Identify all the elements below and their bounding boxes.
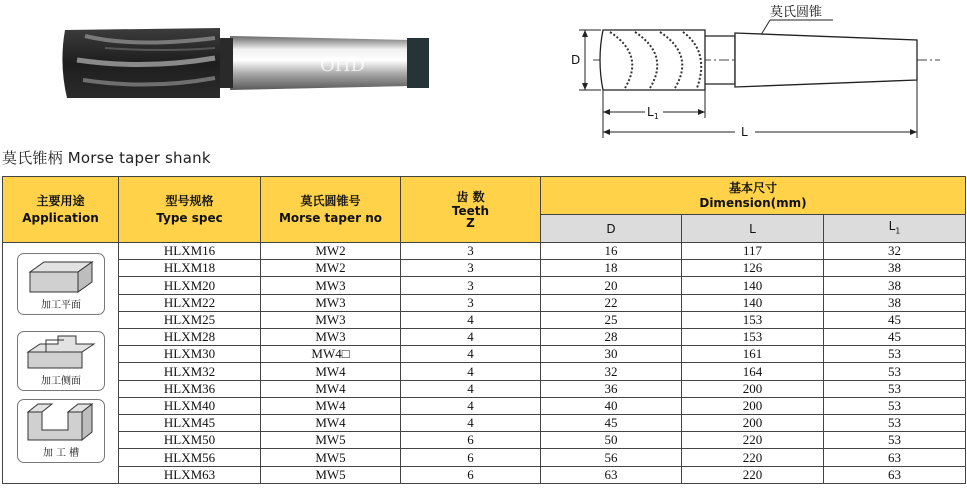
type-spec-cell: HLXM16 xyxy=(119,243,261,260)
morse-taper-cell: MW5 xyxy=(261,466,401,483)
diameter-cell: 22 xyxy=(541,294,682,311)
flute-length-cell: 32 xyxy=(824,243,966,260)
length-cell: 220 xyxy=(682,449,824,466)
morse-taper-cell: MW3 xyxy=(261,311,401,328)
header-dimension: 基本尺寸 Dimension(mm) xyxy=(541,177,966,215)
length-cell: 220 xyxy=(682,432,824,449)
length-cell: 153 xyxy=(682,329,824,346)
teeth-cell: 4 xyxy=(401,311,541,328)
type-spec-cell: HLXM45 xyxy=(119,415,261,432)
morse-taper-cell: MW4 xyxy=(261,397,401,414)
table-row xyxy=(3,380,966,397)
length-cell: 200 xyxy=(682,397,824,414)
diameter-cell: 18 xyxy=(541,260,682,277)
morse-taper-cell: MW2 xyxy=(261,243,401,260)
diameter-cell: 63 xyxy=(541,466,682,483)
flute-length-cell: 63 xyxy=(824,449,966,466)
product-photo xyxy=(55,18,445,108)
diameter-cell: 20 xyxy=(541,277,682,294)
table-row xyxy=(3,243,966,260)
diameter-cell: 30 xyxy=(541,346,682,363)
table-row xyxy=(3,466,966,483)
diameter-cell: 50 xyxy=(541,432,682,449)
technical-drawing xyxy=(565,0,945,145)
teeth-cell: 3 xyxy=(401,260,541,277)
flute-length-cell: 53 xyxy=(824,397,966,414)
application-flat: 加工平面 xyxy=(17,253,105,315)
type-spec-cell: HLXM32 xyxy=(119,363,261,380)
type-spec-cell: HLXM25 xyxy=(119,311,261,328)
morse-taper-cell: MW3 xyxy=(261,294,401,311)
table-row xyxy=(3,329,966,346)
flute-length-cell: 45 xyxy=(824,311,966,328)
length-cell: 200 xyxy=(682,380,824,397)
flute-length-cell: 38 xyxy=(824,294,966,311)
teeth-cell: 4 xyxy=(401,415,541,432)
svg-text:L1 xyxy=(647,105,659,121)
teeth-cell: 4 xyxy=(401,346,541,363)
morse-taper-cell: MW5 xyxy=(261,432,401,449)
morse-taper-cell: MW4 xyxy=(261,415,401,432)
diameter-cell: 28 xyxy=(541,329,682,346)
diameter-cell: 40 xyxy=(541,397,682,414)
flute-length-cell: 63 xyxy=(824,466,966,483)
flute-length-cell: 53 xyxy=(824,432,966,449)
diameter-cell: 56 xyxy=(541,449,682,466)
length-cell: 200 xyxy=(682,415,824,432)
slot-milling-icon xyxy=(18,400,104,446)
diameter-cell: 25 xyxy=(541,311,682,328)
flute-length-cell: 53 xyxy=(824,380,966,397)
table-row xyxy=(3,449,966,466)
flute-length-cell: 45 xyxy=(824,329,966,346)
morse-taper-cell: MW5 xyxy=(261,449,401,466)
header-type-spec: 型号规格 Type spec xyxy=(119,177,261,243)
type-spec-cell: HLXM28 xyxy=(119,329,261,346)
flat-surface-icon xyxy=(18,254,104,298)
length-cell: 140 xyxy=(682,277,824,294)
teeth-cell: 4 xyxy=(401,380,541,397)
dim-l1-subscript: 1 xyxy=(653,112,659,121)
flute-length-cell: 53 xyxy=(824,363,966,380)
diameter-cell: 16 xyxy=(541,243,682,260)
table-row xyxy=(3,397,966,414)
type-spec-cell: HLXM36 xyxy=(119,380,261,397)
table-row xyxy=(3,311,966,328)
application-side: 加工侧面 xyxy=(17,331,105,391)
teeth-cell: 3 xyxy=(401,294,541,311)
section-title: 莫氏锥柄 Morse taper shank xyxy=(2,149,211,167)
diameter-cell: 36 xyxy=(541,380,682,397)
length-cell: 220 xyxy=(682,466,824,483)
teeth-cell: 6 xyxy=(401,466,541,483)
teeth-cell: 3 xyxy=(401,243,541,260)
diameter-cell: 45 xyxy=(541,415,682,432)
morse-taper-cell: MW2 xyxy=(261,260,401,277)
morse-taper-cell: MW4 xyxy=(261,363,401,380)
type-spec-cell: HLXM56 xyxy=(119,449,261,466)
teeth-cell: 6 xyxy=(401,432,541,449)
application-cell xyxy=(3,243,119,484)
teeth-cell: 3 xyxy=(401,277,541,294)
table-row xyxy=(3,363,966,380)
table-row xyxy=(3,415,966,432)
table-row xyxy=(3,294,966,311)
length-cell: 117 xyxy=(682,243,824,260)
header-d: D xyxy=(541,215,682,243)
length-cell: 164 xyxy=(682,363,824,380)
type-spec-cell: HLXM50 xyxy=(119,432,261,449)
header-l: L xyxy=(682,215,824,243)
flute-length-cell: 38 xyxy=(824,260,966,277)
dim-l1-label: L xyxy=(647,105,654,119)
table-row xyxy=(3,277,966,294)
morse-taper-callout: 莫氏圆锥 xyxy=(770,5,823,20)
length-cell: 140 xyxy=(682,294,824,311)
morse-taper-cell: MW4 xyxy=(261,380,401,397)
side-milling-icon xyxy=(18,332,104,374)
type-spec-cell: HLXM18 xyxy=(119,260,261,277)
length-cell: 126 xyxy=(682,260,824,277)
type-spec-cell: HLXM63 xyxy=(119,466,261,483)
table-row xyxy=(3,432,966,449)
teeth-cell: 4 xyxy=(401,397,541,414)
type-spec-cell: HLXM22 xyxy=(119,294,261,311)
teeth-cell: 4 xyxy=(401,329,541,346)
type-spec-cell: HLXM20 xyxy=(119,277,261,294)
header-l1: $L_1$ xyxy=(824,215,966,243)
header-teeth: 齿 数 Teeth Z xyxy=(401,177,541,243)
morse-taper-cell: MW3 xyxy=(261,277,401,294)
teeth-cell: 6 xyxy=(401,449,541,466)
type-spec-cell: HLXM40 xyxy=(119,397,261,414)
dim-l-label: L xyxy=(741,125,748,139)
flute-length-cell: 38 xyxy=(824,277,966,294)
spec-table xyxy=(2,176,966,484)
type-spec-cell: HLXM30 xyxy=(119,346,261,363)
length-cell: 161 xyxy=(682,346,824,363)
teeth-cell: 4 xyxy=(401,363,541,380)
photo-watermark: OHD xyxy=(320,55,365,76)
diameter-cell: 32 xyxy=(541,363,682,380)
header-application: 主要用途 Application xyxy=(3,177,119,243)
table-row xyxy=(3,346,966,363)
table-row xyxy=(3,260,966,277)
flute-length-cell: 53 xyxy=(824,346,966,363)
dim-d-label: D xyxy=(571,53,581,67)
flute-length-cell: 53 xyxy=(824,415,966,432)
morse-taper-cell: MW3 xyxy=(261,329,401,346)
application-slot: 加 工 槽 xyxy=(17,399,105,463)
morse-taper-cell: MW4□ xyxy=(261,346,401,363)
length-cell: 153 xyxy=(682,311,824,328)
header-morse-taper: 莫氏圆锥号 Morse taper no xyxy=(261,177,401,243)
